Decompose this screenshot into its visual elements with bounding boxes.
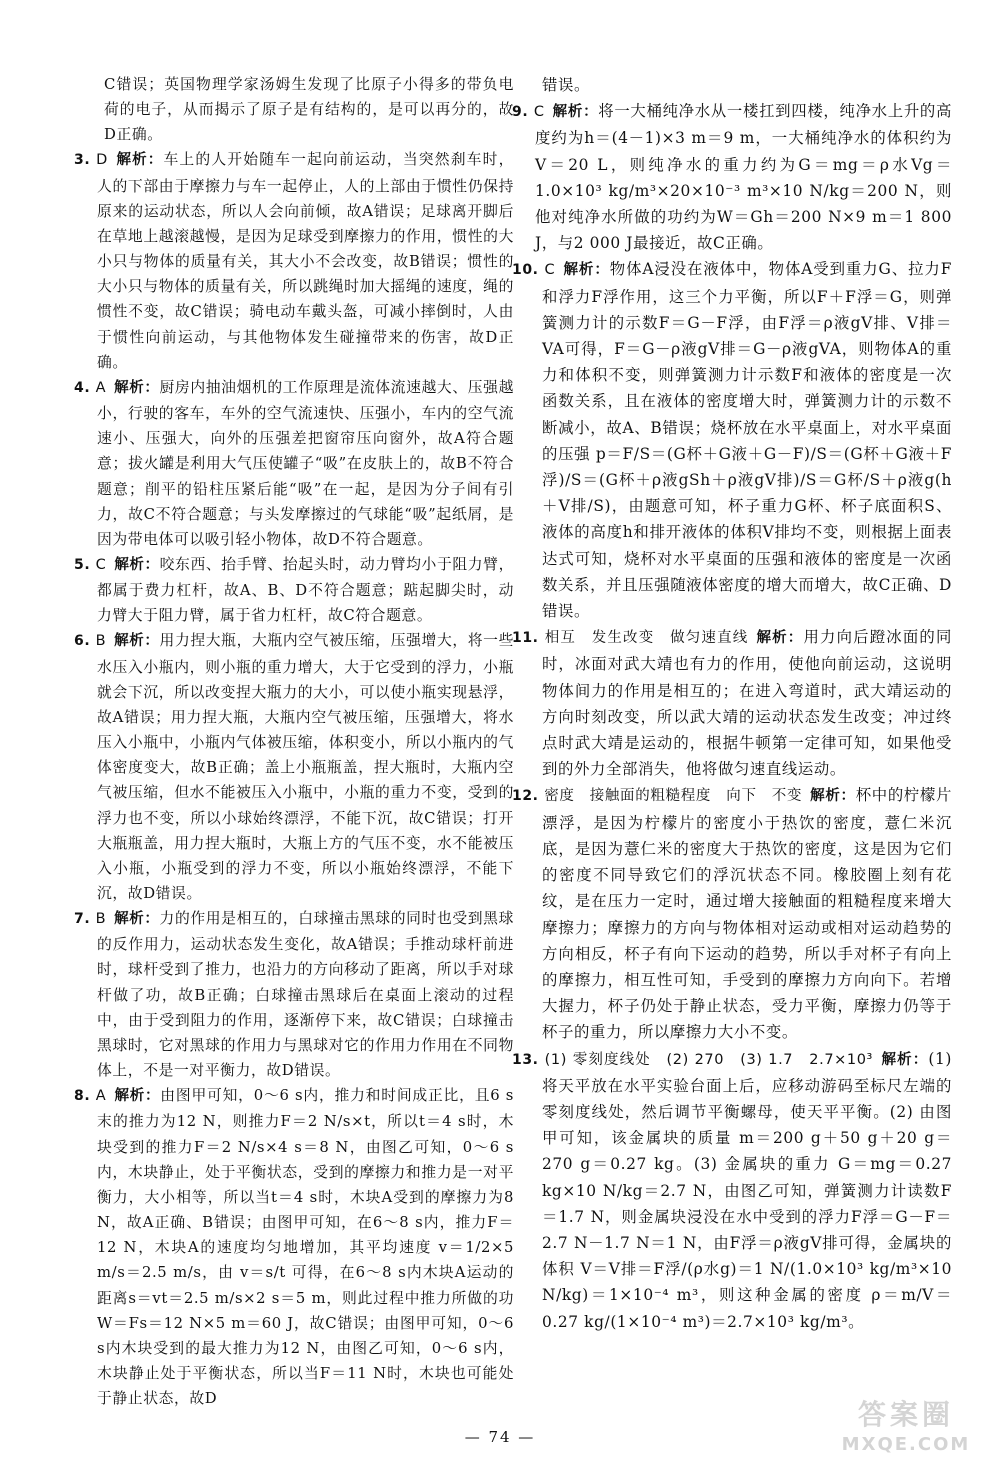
answer-key: 密度 接触面的粗糙程度 向下 不变 xyxy=(544,788,803,805)
analysis-label: 解析： xyxy=(114,633,160,650)
question-item xyxy=(74,906,514,1083)
question-item xyxy=(512,1046,952,1335)
question-item xyxy=(74,375,514,552)
left-column xyxy=(74,72,514,1411)
question-number: 3. xyxy=(74,152,91,169)
question-number: 7. xyxy=(74,911,91,928)
question-item xyxy=(74,628,514,906)
analysis-label: 解析： xyxy=(114,1088,161,1105)
watermark-text: 答案圈 xyxy=(857,1398,954,1431)
page-number: — 74 — xyxy=(464,1428,536,1446)
question-item xyxy=(74,552,514,628)
question-item xyxy=(512,256,952,624)
question-item xyxy=(512,782,952,1045)
answer-key: C xyxy=(95,556,107,573)
answer-key: 相互 发生改变 做匀速直线 xyxy=(544,630,749,647)
watermark-logo xyxy=(826,1400,986,1462)
analysis-label: 解析： xyxy=(810,788,856,805)
answer-key: B xyxy=(95,911,107,928)
analysis-text: 杯中的柠檬片漂浮，是因为柠檬片的密度小于热饮的密度，薏仁米沉底，是因为薏仁米的密度大于热饮的密度，这是因为它们的密度不同导致它们的浮沉状态不同。橡胶圈上刻有花纹，是在压力一定时，通过增大接触面的粗糙程度来增大摩擦力；摩擦力的方向与物体相对运动或相对运动趋势的方向相反，杯子有向下运动的趋势，所以手对杯子有向上的摩擦力，相互性可知，手受到的摩擦力方向向下。若增大握力，杯子仍处于静止状态，受力平衡，摩擦力仍等于杯子的重力，所以摩擦力大小不变。 xyxy=(542,786,953,1042)
question-item xyxy=(74,1083,514,1411)
analysis-label: 解析： xyxy=(756,630,804,647)
question-number: 9. xyxy=(512,104,529,121)
analysis-label: 解析： xyxy=(114,911,160,928)
analysis-label: 解析： xyxy=(115,152,164,169)
answer-key: B xyxy=(95,633,107,650)
answer-key: C xyxy=(533,104,545,121)
analysis-label: 解析： xyxy=(563,262,610,279)
question-item xyxy=(74,147,514,374)
answer-key: C xyxy=(544,262,556,279)
answer-key: (1) 零刻度线处 (2) 270 (3) 1.7 2.7×10³ xyxy=(544,1051,873,1068)
analysis-text: 厨房内抽油烟机的工作原理是流体流速越大、压强越小，行驶的客车，车外的空气流速快、压强小，车内的空气流速小、压强大，向外的压强差把窗帘压向窗外，故A符合题意；拔火罐是利用大气压使罐子“吸”在皮肤上的，故B不符合题意；削平的铅柱压紧后能“吸”在一起，是因为分子间有引力，故C不符合题意；与头发摩擦过的气球能“吸”起纸屑，是因为带电体可以吸引轻小物体，故D不符合题意。 xyxy=(97,378,514,548)
right-column xyxy=(512,72,952,1335)
question-number: 5. xyxy=(74,556,91,573)
analysis-text: 由图甲可知，0～6 s内，推力和时间成正比，且6 s末的推力为12 N，则推力F＝2 N/s×t，所以t＝4 s时，木块受到的推力F＝2 N/s×4 s＝8 N，由图乙可知，0～6 s内，木块静止，处于平衡状态，受到的摩擦力和推力是一对平衡力，大小相等，所以当t＝4 s时，木块A受到的摩擦力为8 N，故A正确、B错误；由图甲可知，在6～8 s内，推力F＝12 N，木块A的速度均匀地增加，其平均速度 v＝1/2×5 m/s＝2.5 m/s，由 v＝s/t 可得，在6～8 s内木块A运动的距离s＝vt＝2.5 m/s×2 s＝5 m，则此过程中推力所做的功W＝Fs＝12 N×5 m＝60 J，故C错误；由图甲可知，0～6 s内木块受到的最大推力为12 N，由图乙可知，0～6 s内，木块静止处于平衡状态，所以当F＝11 N时，木块也可能处于静止状态，故D xyxy=(97,1087,514,1408)
question-number: 8. xyxy=(74,1088,91,1105)
analysis-text: 将一大桶纯净水从一楼扛到四楼，纯净水上升的高度约为h＝(4－1)×3 m＝9 m，一大桶纯净水的体积约为V＝20 L，则纯净水的重力约为G＝mg＝ρ水Vg＝1.0×10³ kg/m³×20×10⁻³ m³×10 N/kg＝200 N，则他对纯净水所做的功约为W＝Gh＝200 N×9 m＝1 800 J，与2 000 J最接近，故C正确。 xyxy=(535,102,952,253)
analysis-text: 咬东西、抬手臂、抬起头时，动力臂均小于阻力臂，都属于费力杠杆，故A、B、D不符合题意；踮起脚尖时，动力臂大于阻力臂，属于省力杠杆，故C符合题意。 xyxy=(97,555,514,625)
analysis-text: 用力捏大瓶，大瓶内空气被压缩，压强增大，将一些水压入小瓶内，则小瓶的重力增大，大于它受到的浮力，小瓶就会下沉，所以改变捏大瓶力的大小，可以使小瓶实现悬浮，故A错误；用力捏大瓶，大瓶内空气被压缩，压强增大，将水压入小瓶中，小瓶内气体被压缩，体积变小，所以小瓶内的气体密度变大，故B正确；盖上小瓶瓶盖，捏大瓶时，大瓶内空气被压缩，但水不能被压入小瓶中，小瓶的重力不变，受到的浮力也不变，所以小球始终漂浮，不能下沉，故C错误；打开大瓶瓶盖，用力捏大瓶时，大瓶上方的气压不变，水不能被压入小瓶，小瓶受到的浮力不变，所以小瓶始终漂浮，不能下沉，故D错误。 xyxy=(97,632,514,902)
analysis-label: 解析： xyxy=(114,379,160,396)
watermark-url: MXQE.COM xyxy=(841,1434,971,1455)
question-number: 4. xyxy=(74,379,91,396)
analysis-label: 解析： xyxy=(552,104,599,121)
analysis-text: 用力向后蹬冰面的同时，冰面对武大靖也有力的作用，使他向前运动，这说明物体间力的作用是相互的；在进入弯道时，武大靖运动的方向时刻改变，所以武大靖的运动状态发生改变；冲过终点时武大靖是运动的，根据牛顿第一定律可知，如果他受到的外力全部消失，他将做匀速直线运动。 xyxy=(542,628,952,779)
question-number: 12. xyxy=(512,788,539,805)
analysis-label: 解析： xyxy=(880,1051,929,1068)
question-item xyxy=(512,624,952,782)
question-number: 11. xyxy=(512,630,539,647)
question-number: 10. xyxy=(512,262,539,279)
answer-key: D xyxy=(96,152,108,169)
question-number: 6. xyxy=(74,633,91,650)
analysis-text: 物体A浸没在液体中，物体A受到重力G、拉力F和浮力F浮作用，这三个力平衡，所以F＋F浮＝G，则弹簧测力计的示数F＝G－F浮，由F浮＝ρ液gV排、V排＝VA可得，F＝G－ρ液gV排＝G－ρ液gVA，则物体A的重力和体积不变，则弹簧测力计示数F和液体的密度是一次函数关系，且在液体的密度增大时，弹簧测力计的示数不断减小，故A、B错误；烧杯放在水平桌面上，对水平桌面的压强 p＝F/S＝(G杯＋G液＋G－F)/S＝(G杯＋G液＋F浮)/S＝(G杯＋ρ液gSh＋ρ液gV排)/S＝G杯/S＋ρ液g(h＋V排/S)，由题意可知，杯子重力G杯、杯子底面积S、液体的高度h和排开液体的体积V排均不变，则根据上面表达式可知，烧杯对水平桌面的压强和液体的密度是一次函数关系，并且压强随液体密度的增大而增大，故C正确、D错误。 xyxy=(542,260,952,621)
continuation-paragraph: 错误。 xyxy=(542,76,590,94)
analysis-text: 车上的人开始随车一起向前运动，当突然刹车时，人的下部由于摩擦力与车一起停止，人的上部由于惯性仍保持原来的运动状态，所以人会向前倾，故A错误；足球离开脚后在草地上越滚越慢，是因为足球受到摩擦力的作用，惯性的大小只与物体的质量有关，其大小不会改变，故B错误；惯性的大小只与物体的质量有关，所以跳绳时加大摇绳的速度，绳的惯性不变，故C错误；骑电动车戴头盔，可减小摔倒时，人由于惯性向前运动，与其他物体发生碰撞带来的伤害，故D正确。 xyxy=(97,151,515,371)
answer-key: A xyxy=(95,379,107,396)
answer-key: A xyxy=(95,1088,107,1105)
question-number: 13. xyxy=(512,1051,539,1068)
analysis-label: 解析： xyxy=(114,556,160,573)
analysis-text: 力的作用是相互的，白球撞击黑球的同时也受到黑球的反作用力，运动状态发生变化，故A错误；手推动球杆前进时，球杆受到了推力，也沿力的方向移动了距离，所以手对球杆做了功，故B正确；白球撞击黑球后在桌面上滚动的过程中，由于受到阻力的作用，逐渐停下来，故C错误；白球撞击黑球时，它对黑球的作用力与黑球对它的作用力作用在不同物体上，不是一对平衡力，故D错误。 xyxy=(97,910,514,1080)
question-item xyxy=(512,98,952,256)
analysis-text: (1) 将天平放在水平实验台面上后，应移动游码至标尺左端的零刻度线处，然后调节平衡螺母，使天平平衡。(2) 由图甲可知，该金属块的质量 m＝200 g＋50 g＋20 g＝270 g＝0.27 kg。(3) 金属块的重力 G＝mg＝0.27 kg×10 N/kg＝2.7 N，由图乙可知，弹簧测力计读数F＝1.7 N，则金属块浸没在水中受到的浮力F浮＝G－F＝2.7 N－1.7 N＝1 N，由F浮＝ρ液gV排可得，金属块的体积 V＝V排＝F浮/(ρ水g)＝1 N/(1.0×10³ kg/m³×10 N/kg)＝1×10⁻⁴ m³，则这种金属的密度 ρ＝m/V＝0.27 kg/(1×10⁻⁴ m³)＝2.7×10³ kg/m³。 xyxy=(542,1049,952,1331)
continuation-paragraph: C错误；英国物理学家汤姆生发现了比原子小得多的带负电荷的电子，从而揭示了原子是有结构的，是可以再分的，故D正确。 xyxy=(104,76,514,144)
